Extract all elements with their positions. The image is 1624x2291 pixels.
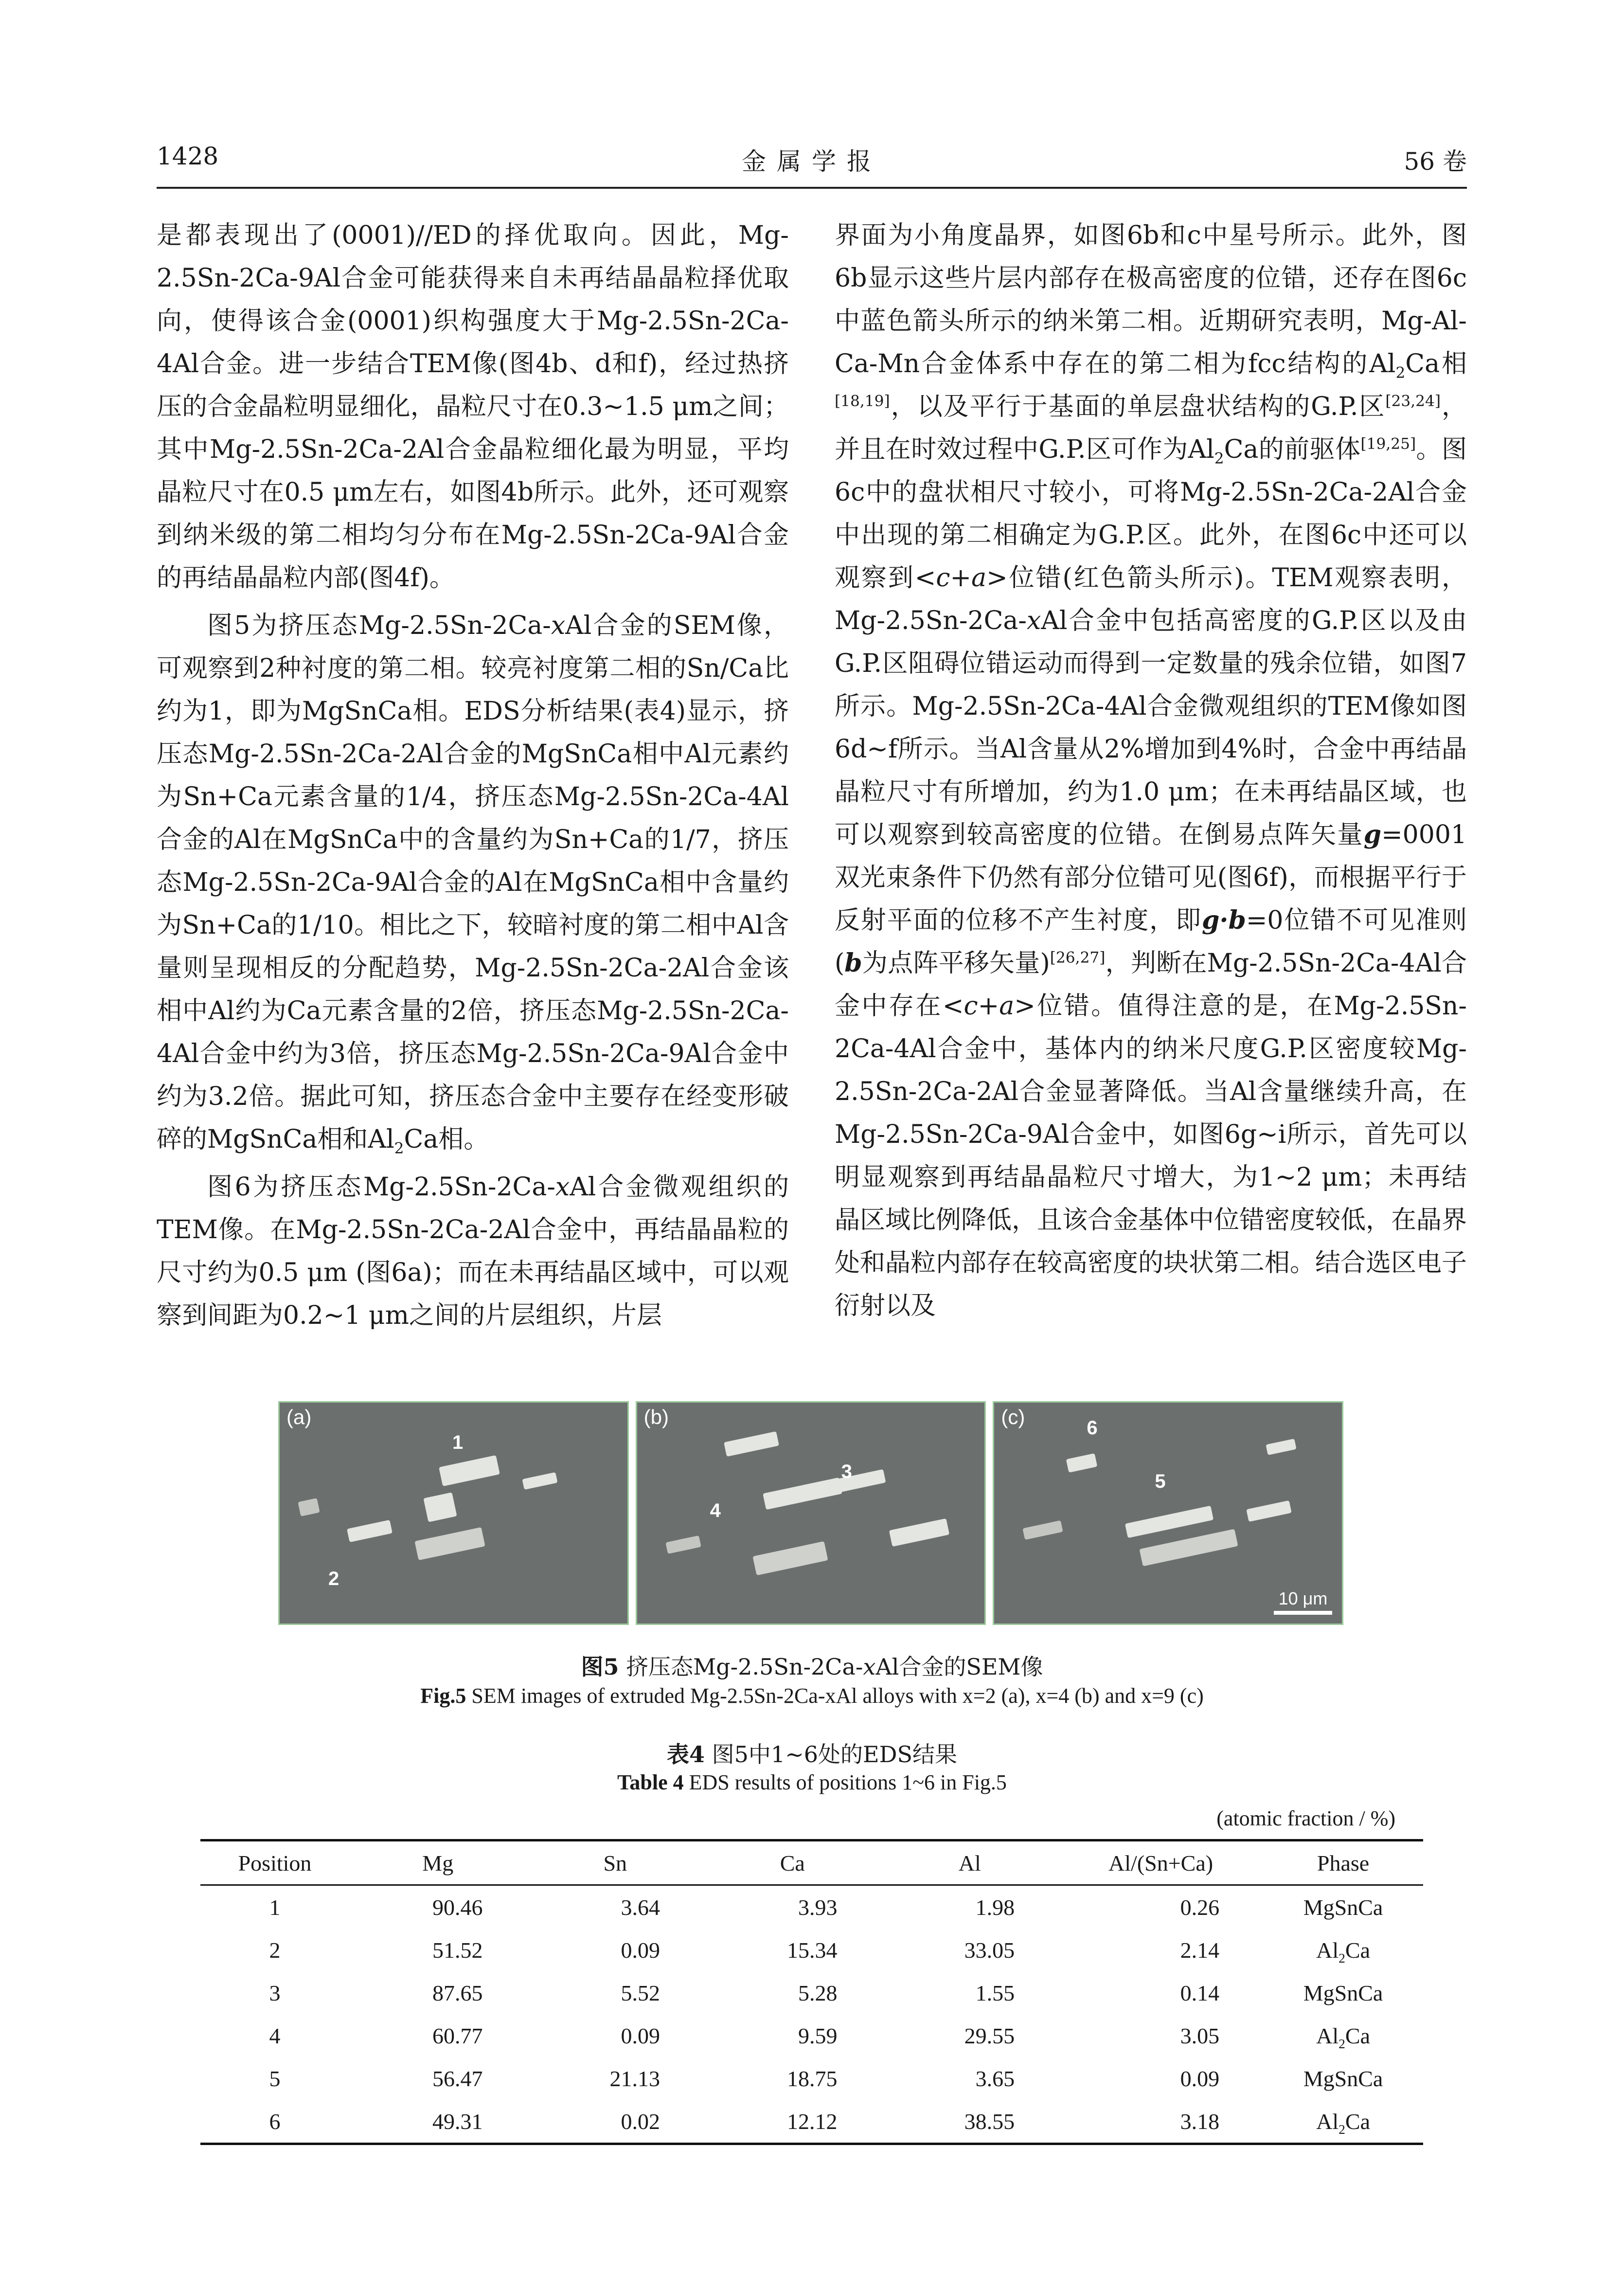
table-cell-position: 3 [269,1980,281,2005]
table-cell-position: 5 [269,2066,281,2091]
table-cell-ratio: 0.26 [1180,1894,1220,1920]
page-number: 1428 [157,142,219,170]
sem-panel-a [278,1401,629,1625]
figure-5-caption-cn: 图5 挤压态Mg-2.5Sn-2Ca-xAl合金的SEM像 [581,1654,1043,1680]
sem-panel-c [993,1401,1343,1625]
table-cell-sn: 0.02 [621,2109,660,2134]
journal-title: 金属学报 [742,147,882,176]
table-cell-ca: 3.93 [798,1894,838,1920]
table-cell-sn: 5.52 [621,1980,660,2005]
table-cell-position: 1 [269,1894,281,1920]
table-4-caption-en: Table 4 EDS results of positions 1~6 in Fig.5 [617,1770,1007,1794]
table-cell-ca: 12.12 [787,2109,838,2134]
table-4-unit: (atomic fraction / %) [1216,1806,1395,1830]
scale-bar-label: 10 μm [1278,1588,1328,1608]
table-body [200,1885,1423,2144]
table-cell-mg: 56.47 [432,2066,483,2091]
right-column [835,214,1467,1332]
table-cell-phase: $Al_2Ca$ [1316,2023,1370,2051]
table-cell-al: 3.65 [975,2066,1015,2091]
table-cell-sn: 3.64 [621,1894,660,1920]
table-cell-ca: 9.59 [798,2023,838,2048]
table-cell-position: 4 [269,2023,281,2048]
table-row [200,1885,1423,1929]
table-cell-phase: MgSnCa [1303,1980,1383,2005]
panel-label-b: (b) [643,1406,669,1428]
table-header-row [200,1840,1423,1885]
table-cell-mg: 87.65 [432,1980,483,2005]
table-cell-ratio: 2.14 [1180,1937,1220,1963]
table-4-caption-cn: 表4 图5中1~6处的EDS结果 [667,1741,957,1768]
table-row [200,2014,1423,2057]
table-cell-al: 1.55 [975,1980,1015,2005]
marker-3: 3 [841,1461,852,1482]
table-cell-ratio: 3.05 [1180,2023,1220,2048]
table-row [200,2057,1423,2100]
table-cell-position: 2 [269,1937,281,1963]
table-cell-mg: 90.46 [432,1894,483,1920]
paragraph: 界面为小角度晶界，如图6b和c中星号所示。此外，图6b显示这些片层内部存在极高密度的位错，还存在图6c中蓝色箭头所示的纳米第二相。近期研究表明，Mg-Al-Ca-Mn合金体系中存在的第二相为fcc结构的$Al_2Ca$相[18,19]，以及平行于基面的单层盘状结构的G.P.区[23,24]，并且在时效过程中G.P.区可作为$Al_2Ca$的前驱体[19,25]。图6c中的盘状相尺寸较小，可将Mg-2.5Sn-2Ca-2Al合金中出现的第二相确定为G.P.区。此外，在图6c中还可以观察到<c+a>位错(红色箭头所示)。TEM观察表明，Mg-2.5Sn-2Ca-xAl合金中包括高密度的G.P.区以及由G.P.区阻碍位错运动而得到一定数量的残余位错，如图7所示。Mg-2.5Sn-2Ca-4Al合金微观组织的TEM像如图6d~f所示。当Al含量从2%增加到4%时，合金中再结晶晶粒尺寸有所增加，约为1.0 μm；在未再结晶区域，也可以观察到较高密度的位错。在倒易点阵矢量g=0001双光束条件下仍然有部分位错可见(图6f)，而根据平行于反射平面的位移不产生衬度，即g·b=0位错不可见准则(b为点阵平移矢量)[26,27]，判断在Mg-2.5Sn-2Ca-4Al合金中存在<c+a>位错。值得注意的是，在Mg-2.5Sn-2Ca-4Al合金中，基体内的纳米尺度G.P.区密度较Mg-2.5Sn-2Ca-2Al合金显著降低。当Al含量继续升高，在Mg-2.5Sn-2Ca-9Al合金中，如图6g~i所示，首先可以明显观察到再结晶晶粒尺寸增大，为1~2 μm；未再结晶区域比例降低，且该合金基体中位错密度较低，在晶界处和晶粒内部存在较高密度的块状第二相。结合选区电子衍射以及 [835,221,1467,1320]
table-cell-phase: MgSnCa [1303,1894,1383,1920]
table-row [200,1929,1423,1971]
column-header: Al/(Sn+Ca) [1108,1850,1214,1876]
column-header: Ca [780,1850,805,1876]
table-cell-position: 6 [269,2109,281,2134]
volume-label: 56 卷 [1404,147,1467,176]
table-cell-al: 38.55 [964,2109,1015,2134]
marker-2: 2 [328,1568,339,1589]
table-cell-mg: 60.77 [432,2023,483,2048]
table-cell-mg: 49.31 [432,2109,483,2134]
table-cell-phase: MgSnCa [1303,2066,1383,2091]
table-cell-ca: 15.34 [787,1937,838,1963]
figure-5 [278,1401,1343,1625]
sem-panel-b [636,1401,986,1625]
table-cell-mg: 51.52 [432,1937,483,1963]
paragraph: 图5为挤压态Mg-2.5Sn-2Ca-xAl合金的SEM像，可观察到2种衬度的第二相。较亮衬度第二相的Sn/Ca比约为1，即为MgSnCa相。EDS分析结果(表4)显示，挤压态Mg-2.5Sn-2Ca-2Al合金的MgSnCa相中Al元素约为Sn+Ca元素含量的1/4，挤压态Mg-2.5Sn-2Ca-4Al合金的Al在MgSnCa中的含量约为Sn+Ca的1/7，挤压态Mg-2.5Sn-2Ca-9Al合金的Al在MgSnCa相中含量约为Sn+Ca的1/10。相比之下，较暗衬度的第二相中Al含量则呈现相反的分配趋势，Mg-2.5Sn-2Ca-2Al合金该相中Al约为Ca元素含量的2倍，挤压态Mg-2.5Sn-2Ca-4Al合金中约为3倍，挤压态Mg-2.5Sn-2Ca-9Al合金中约为3.2倍。据此可知，挤压态合金中主要存在经变形破碎的MgSnCa相和$Al_2Ca$相。 [157,611,789,1157]
table-cell-sn: 21.13 [609,2066,660,2091]
table-cell-al: 29.55 [964,2023,1015,2048]
column-header: Phase [1317,1850,1370,1876]
column-header: Position [238,1850,312,1876]
table-cell-al: 1.98 [975,1894,1015,1920]
left-column [157,214,789,1342]
panel-label-c: (c) [1001,1406,1025,1428]
eds-table [200,1839,1423,2145]
table-cell-ca: 18.75 [787,2066,838,2091]
table-cell-phase: $Al_2Ca$ [1316,1937,1370,1966]
table-cell-ca: 5.28 [798,1980,838,2005]
column-header: Sn [603,1850,627,1876]
table-cell-ratio: 0.14 [1180,1980,1220,2005]
marker-5: 5 [1155,1471,1166,1492]
marker-1: 1 [452,1432,464,1453]
table-cell-al: 33.05 [964,1937,1015,1963]
scale-bar [1274,1588,1332,1615]
table-cell-phase: $Al_2Ca$ [1316,2109,1370,2137]
table-row [200,2100,1423,2144]
panel-label-a: (a) [286,1406,312,1428]
paragraph: 是都表现出了(0001)//ED的择优取向。因此，Mg-2.5Sn-2Ca-9Al合金可能获得来自未再结晶晶粒择优取向，使得该合金(0001)织构强度大于Mg-2.5Sn-2Ca-4Al合金。进一步结合TEM像(图4b、d和f)，经过热挤压的合金晶粒明显细化，晶粒尺寸在0.3~1.5 μm之间；其中Mg-2.5Sn-2Ca-2Al合金晶粒细化最为明显，平均晶粒尺寸在0.5 μm左右，如图4b所示。此外，还可观察到纳米级的第二相均匀分布在Mg-2.5Sn-2Ca-9Al合金的再结晶晶粒内部(图4f)。 [157,221,789,593]
table-cell-sn: 0.09 [621,1937,660,1963]
column-header: Mg [422,1850,454,1876]
marker-4: 4 [710,1500,721,1521]
header-rule [157,187,1467,189]
table-cell-ratio: 0.09 [1180,2066,1220,2091]
table-cell-ratio: 3.18 [1180,2109,1220,2134]
table-row [200,1971,1423,2014]
running-header [157,142,1467,181]
marker-6: 6 [1087,1417,1098,1439]
column-header: Al [958,1850,981,1876]
paragraph: 图6为挤压态Mg-2.5Sn-2Ca-xAl合金微观组织的TEM像。在Mg-2.5Sn-2Ca-2Al合金中，再结晶晶粒的尺寸约为0.5 μm (图6a)；而在未再结晶区域中，可以观察到间距为0.2~1 μm之间的片层组织，片层 [157,1173,789,1330]
figure-5-caption-en: Fig.5 SEM images of extruded Mg-2.5Sn-2Ca-xAl alloys with x=2 (a), x=4 (b) and x=9 (c) [420,1684,1204,1708]
table-cell-sn: 0.09 [621,2023,660,2048]
